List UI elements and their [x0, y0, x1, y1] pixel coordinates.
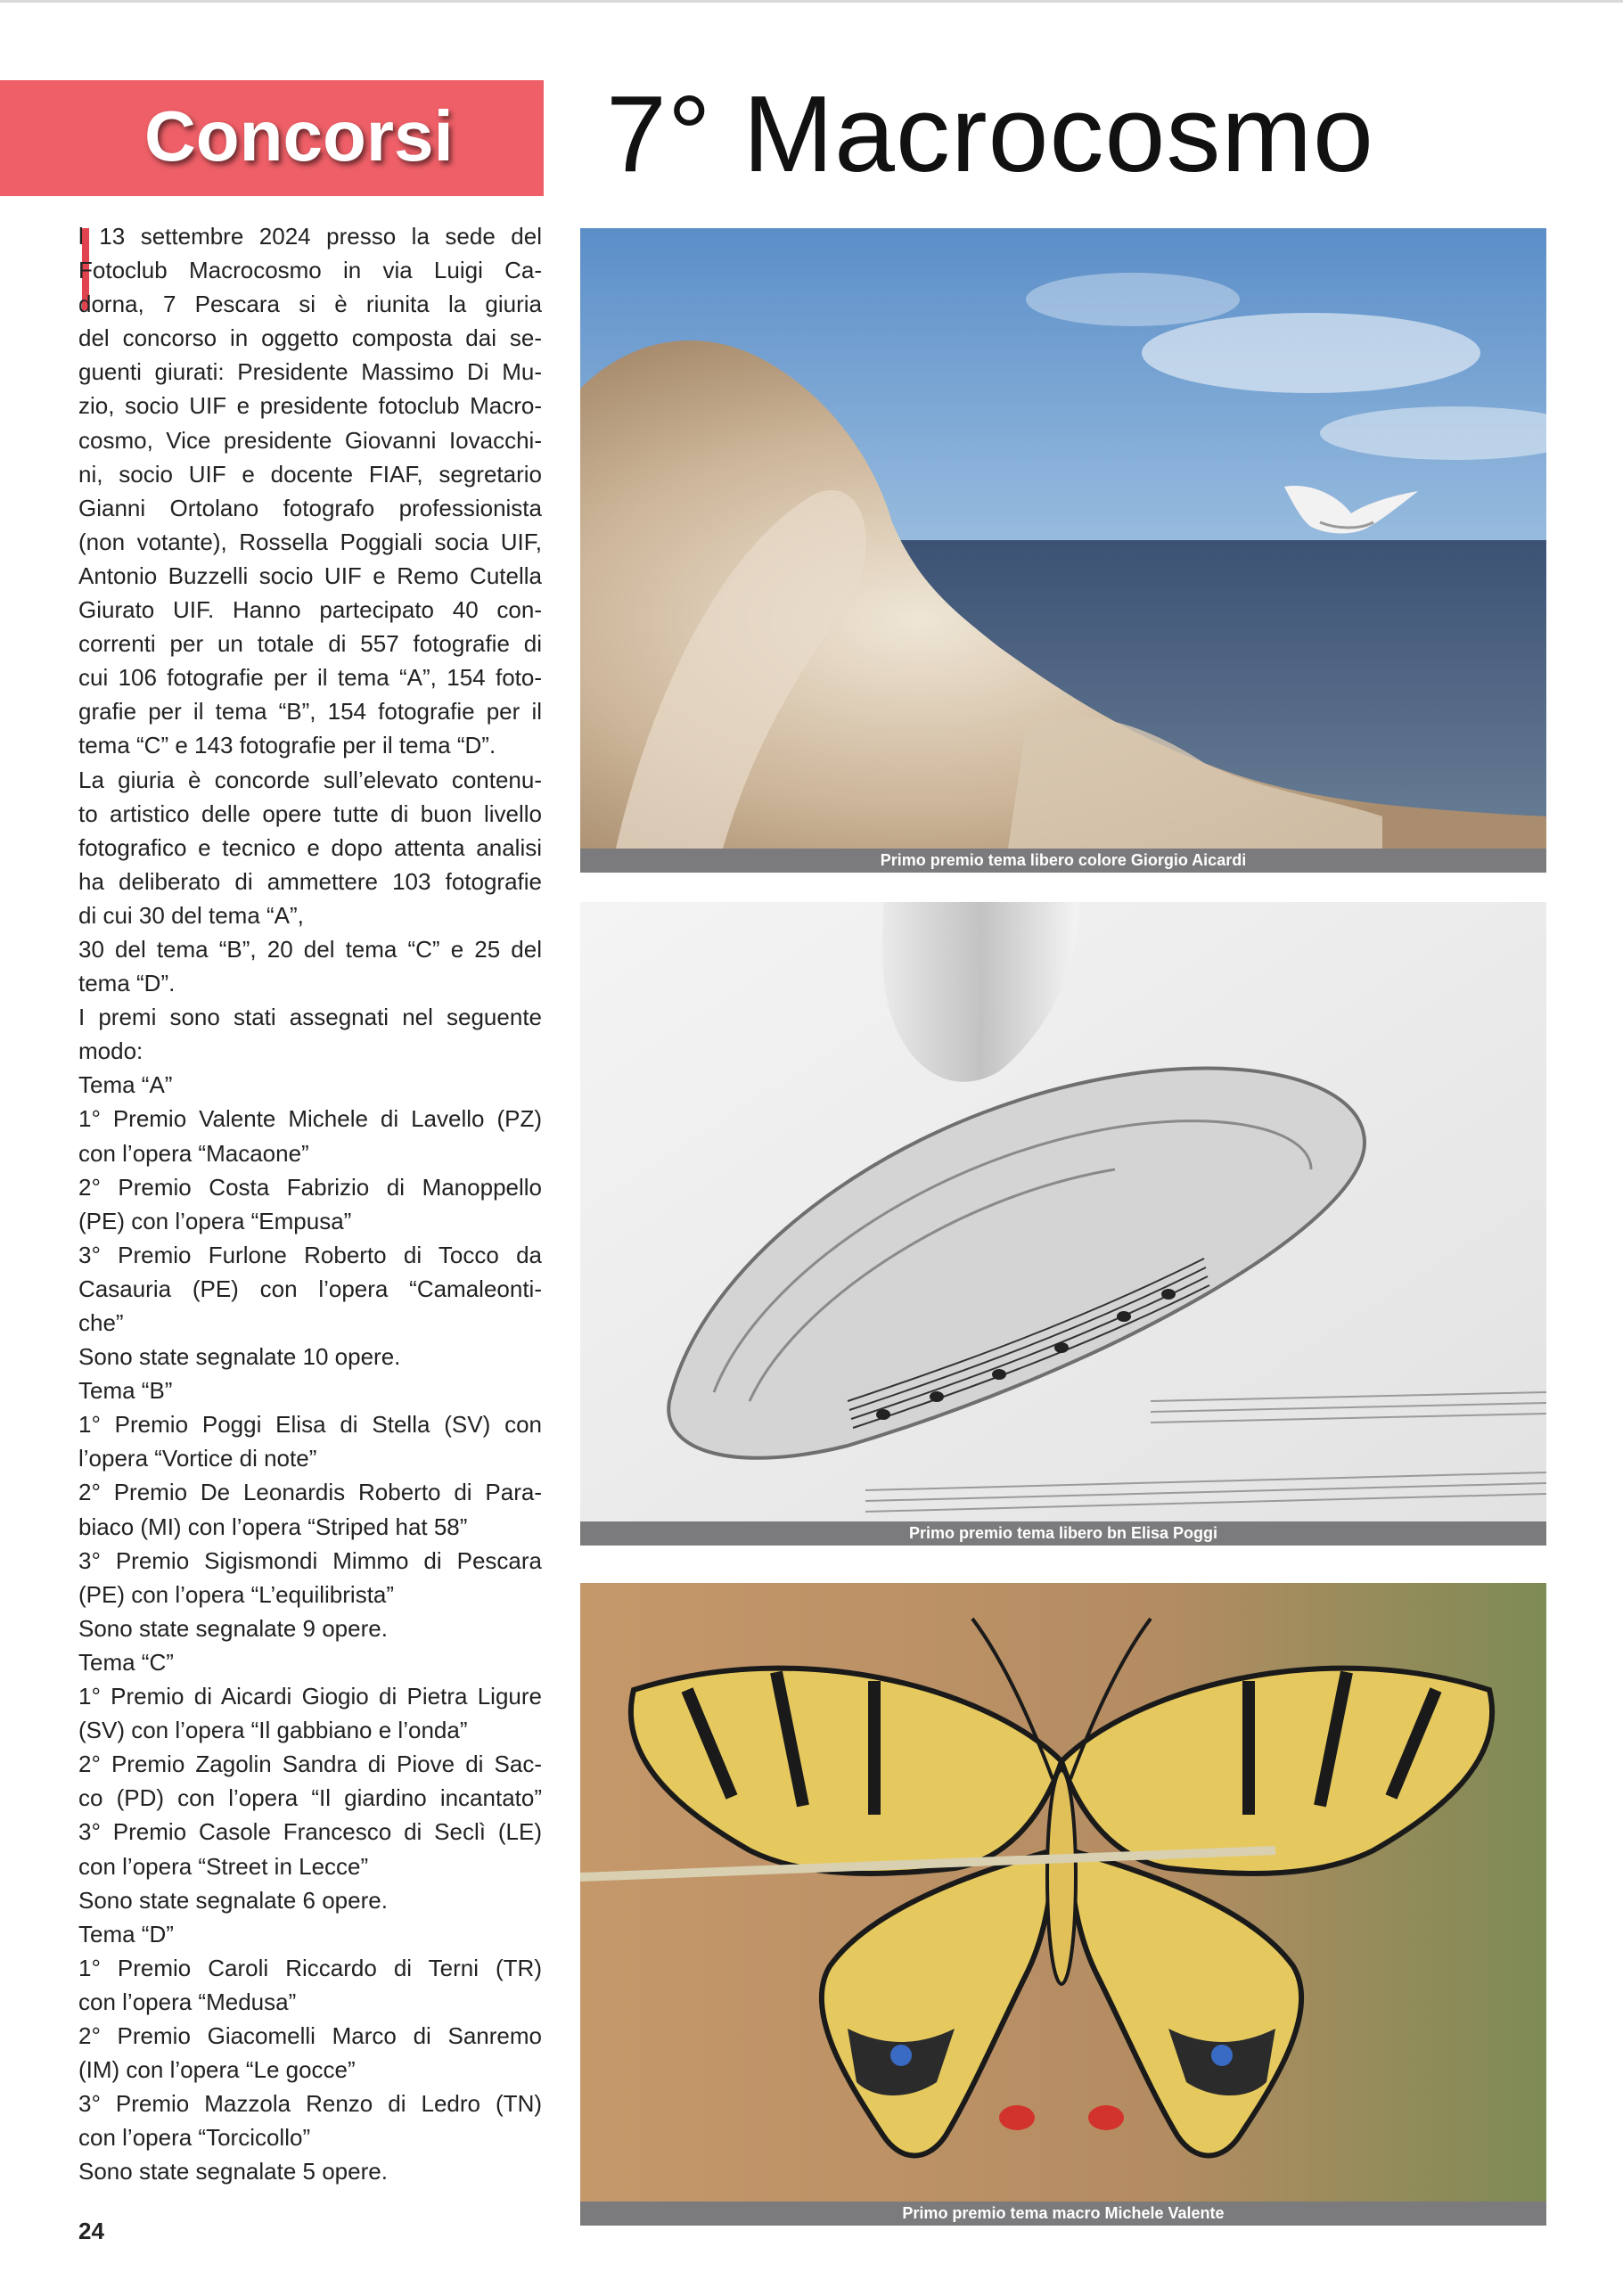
article-line: guenti giurati: Presidente Massimo Di Mu-	[78, 358, 542, 386]
article-line: biaco (MI) con l’opera “Striped hat 58”	[78, 1513, 468, 1540]
photo-caption: Primo premio tema macro Michele Valente	[580, 2202, 1546, 2226]
article-line: 3° Premio Mazzola Renzo di Ledro (TN)	[78, 2090, 542, 2118]
article-line: Gianni Ortolano fotografo professionista	[78, 494, 542, 521]
article-line: Sono state segnalate 5 opere.	[78, 2158, 388, 2185]
article-line: tema “C” e 143 fotografie per il tema “D”.	[78, 732, 496, 759]
article-line: con l’opera “Torcicollo”	[78, 2124, 311, 2152]
article-line: (non votante), Rossella Poggiali socia UIF,	[78, 528, 542, 555]
photo-caption: Primo premio tema libero bn Elisa Poggi	[580, 1521, 1546, 1546]
article-line: (PE) con l’opera “Empusa”	[78, 1207, 352, 1234]
article-line: 2° Premio Zagolin Sandra di Piove di Sac-	[78, 1751, 542, 1778]
trumpet-music-photo	[580, 902, 1546, 1521]
article-line: (PE) con l’opera “L’equilibrista”	[78, 1580, 395, 1608]
article-line: dorna, 7 Pescara si è riunita la giuria	[78, 291, 542, 318]
article-line: grafie per il tema “B”, 154 fotografie per il	[78, 698, 542, 726]
article-line: del concorso in oggetto composta dai se-	[78, 324, 542, 352]
article-line: che”	[78, 1309, 124, 1336]
article-line: to artistico delle opere tutte di buon livello	[78, 800, 542, 827]
article-line: 2° Premio De Leonardis Roberto di Para-	[78, 1479, 542, 1506]
article-line: correnti per un totale di 557 fotografie di	[78, 630, 542, 658]
article-line: Sono state segnalate 6 opere.	[78, 1886, 388, 1914]
headline: 7° Macrocosmo	[606, 73, 1374, 194]
section-label: Concorsi	[144, 96, 454, 176]
photo-caption: Primo premio tema libero colore Giorgio Aicardi	[580, 849, 1546, 873]
article-line: Sono state segnalate 10 opere.	[78, 1343, 401, 1371]
page-number: 24	[78, 2218, 104, 2244]
article-line: 1° Premio Poggi Elisa di Stella (SV) con	[78, 1411, 542, 1439]
article-line: cosmo, Vice presidente Giovanni Iovacchi-	[78, 426, 542, 454]
article-line: tema “D”.	[78, 970, 176, 997]
article-line: 2° Premio Costa Fabrizio di Manoppello	[78, 1173, 542, 1201]
article-line: (SV) con l’opera “Il gabbiano e l’onda”	[78, 1717, 468, 1744]
article-line: l’opera “Vortice di note”	[78, 1445, 317, 1472]
article-line: 30 del tema “B”, 20 del tema “C” e 25 del	[78, 935, 542, 963]
article-line: La giuria è concorde sull’elevato contenu-	[78, 766, 542, 793]
article-line: fotografico e tecnico e dopo attenta analisi	[78, 833, 542, 861]
article-line: Giurato UIF. Hanno partecipato 40 con-	[78, 596, 542, 624]
article-line: 1° Premio Caroli Riccardo di Terni (TR)	[78, 1954, 542, 1981]
article-body	[78, 219, 542, 2188]
article-line: Tema “D”	[78, 1920, 174, 1948]
article-line: 3° Premio Casole Francesco di Seclì (LE)	[78, 1818, 542, 1846]
article-line: di cui 30 del tema “A”,	[78, 901, 304, 929]
article-line: 2° Premio Giacomelli Marco di Sanremo	[78, 2021, 542, 2049]
swallowtail-butterfly-photo	[580, 1583, 1546, 2202]
article-line: Tema “A”	[78, 1071, 173, 1099]
article-line: Sono state segnalate 9 opere.	[78, 1614, 388, 1642]
section-banner	[0, 80, 544, 196]
article-line: zio, socio UIF e presidente fotoclub Macro-	[78, 392, 542, 420]
article-line: Tema “B”	[78, 1377, 173, 1405]
article-line: Antonio Buzzelli socio UIF e Remo Cutella	[78, 562, 542, 589]
article-line: Casauria (PE) con l’opera “Camaleonti-	[78, 1275, 542, 1302]
article-line: 3° Premio Sigismondi Mimmo di Pescara	[78, 1546, 542, 1574]
article-line: Fotoclub Macrocosmo in via Luigi Ca-	[78, 257, 542, 284]
article-line: I premi sono stati assegnati nel seguente	[78, 1004, 542, 1031]
top-rule	[0, 0, 1623, 3]
article-line: con l’opera “Macaone”	[78, 1139, 309, 1167]
article-line: cui 106 fotografie per il tema “A”, 154 foto-	[78, 664, 542, 692]
article-line: con l’opera “Street in Lecce”	[78, 1852, 369, 1880]
article-line: modo:	[78, 1037, 143, 1065]
article-line: l 13 settembre 2024 presso la sede del	[78, 223, 542, 250]
article-line: 1° Premio di Aicardi Giogio di Pietra Ligure	[78, 1683, 542, 1710]
article-line: ha deliberato di ammettere 103 fotografie	[78, 867, 542, 895]
article-line: con l’opera “Medusa”	[78, 1988, 297, 2015]
article-line: ni, socio UIF e docente FIAF, segretario	[78, 460, 542, 488]
wave-seagull-photo	[580, 228, 1546, 849]
article-line: Tema “C”	[78, 1648, 174, 1676]
article-line: 3° Premio Furlone Roberto di Tocco da	[78, 1241, 542, 1268]
article-line: co (PD) con l’opera “Il giardino incantato”	[78, 1784, 542, 1812]
article-line: 1° Premio Valente Michele di Lavello (PZ)	[78, 1105, 542, 1133]
article-line: (IM) con l’opera “Le gocce”	[78, 2056, 356, 2084]
